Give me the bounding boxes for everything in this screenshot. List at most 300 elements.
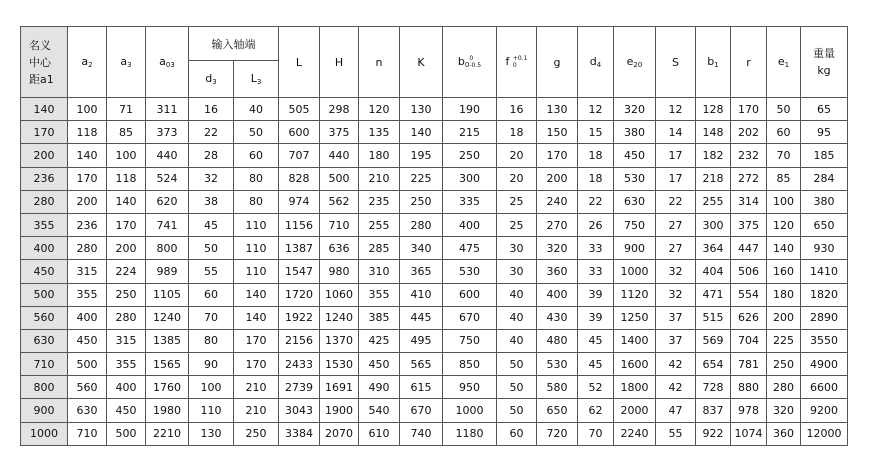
table-cell: 20 [497,167,537,190]
table-cell: 471 [696,283,731,306]
table-cell: 45 [578,353,614,376]
table-cell: 170 [234,329,279,352]
table-cell: 2070 [320,422,359,445]
header-col: H [320,27,359,98]
table-cell: 70 [767,144,801,167]
table-cell: 210 [234,399,279,422]
table-cell: 39 [578,306,614,329]
table-cell: 128 [696,98,731,121]
table-row [21,144,848,167]
table-cell: 37 [656,329,696,352]
header-col: K [400,27,443,98]
header-col: $d_4$ [578,27,614,98]
table-cell: 1800 [614,376,656,399]
table-cell: 52 [578,376,614,399]
table-cell: 80 [234,190,279,213]
table-cell: 4900 [801,353,848,376]
table-cell: 670 [443,306,497,329]
table-cell: 284 [801,167,848,190]
table-cell: 630 [614,190,656,213]
table-cell: 400 [443,213,497,236]
header-col: r [731,27,767,98]
table-cell: 800 [146,237,189,260]
nominal-center-distance-cell: 710 [21,353,68,376]
table-cell: 250 [400,190,443,213]
header-col: g [537,27,578,98]
table-cell: 32 [656,260,696,283]
table-cell: 3043 [279,399,320,422]
table-cell: 37 [656,306,696,329]
table-cell: 1074 [731,422,767,445]
header-line-1: 名义 [29,38,51,52]
table-cell: 445 [400,306,443,329]
table-cell: 1691 [320,376,359,399]
nominal-center-distance-cell: 280 [21,190,68,213]
table-row [21,306,848,329]
header-col: $e_1$ [767,27,801,98]
table-cell: 828 [279,167,320,190]
table-cell: 850 [443,353,497,376]
table-cell: 500 [320,167,359,190]
table-cell: 311 [146,98,189,121]
table-cell: 40 [497,329,537,352]
table-cell: 615 [400,376,443,399]
nominal-center-distance-cell: 900 [21,399,68,422]
table-cell: 1385 [146,329,189,352]
table-cell: 200 [68,190,107,213]
table-cell: 25 [497,213,537,236]
table-cell: 150 [537,121,578,144]
table-cell: 130 [537,98,578,121]
table-cell: 1240 [320,306,359,329]
table-cell: 40 [234,98,279,121]
table-cell: 2890 [801,306,848,329]
table-body [21,98,848,446]
table-cell: 385 [359,306,400,329]
table-cell: 2000 [614,399,656,422]
table-cell: 55 [189,260,234,283]
table-cell: 989 [146,260,189,283]
table-cell: 530 [443,260,497,283]
table-cell: 140 [107,190,146,213]
table-cell: 2240 [614,422,656,445]
table-cell: 135 [359,121,400,144]
table-cell: 475 [443,237,497,260]
table-cell: 50 [497,399,537,422]
table-cell: 750 [614,213,656,236]
table-row [21,422,848,445]
table-cell: 610 [359,422,400,445]
table-cell: 355 [68,283,107,306]
table-cell: 580 [537,376,578,399]
table-cell: 1387 [279,237,320,260]
header-col: $e_{20}$ [614,27,656,98]
table-cell: 335 [443,190,497,213]
table-cell: 85 [107,121,146,144]
table-cell: 120 [767,213,801,236]
table-cell: 170 [234,353,279,376]
header-nominal-center-distance [21,27,68,98]
header-col: L [279,27,320,98]
nominal-center-distance-cell: 500 [21,283,68,306]
table-cell: 47 [656,399,696,422]
table-cell: 280 [767,376,801,399]
table-cell: 130 [400,98,443,121]
table-cell: 140 [767,237,801,260]
table-cell: 500 [107,422,146,445]
header-input-shaft-end: 输入轴端 [189,27,279,61]
table-cell: 480 [537,329,578,352]
table-cell: 22 [656,190,696,213]
nominal-center-distance-cell: 400 [21,237,68,260]
table-cell: 355 [107,353,146,376]
table-cell: 18 [578,167,614,190]
table-cell: 1980 [146,399,189,422]
table-cell: 506 [731,260,767,283]
table-cell: 505 [279,98,320,121]
table-cell: 365 [400,260,443,283]
nominal-center-distance-cell: 630 [21,329,68,352]
table-cell: 315 [68,260,107,283]
table-cell: 554 [731,283,767,306]
table-cell: 373 [146,121,189,144]
table-cell: 425 [359,329,400,352]
table-cell: 182 [696,144,731,167]
table-cell: 364 [696,237,731,260]
header-col: $a_3$ [107,27,146,98]
table-cell: 100 [107,144,146,167]
table-cell: 630 [68,399,107,422]
nominal-center-distance-cell: 355 [21,213,68,236]
table-cell: 17 [656,144,696,167]
table-cell: 225 [767,329,801,352]
table-cell: 974 [279,190,320,213]
table-cell: 6600 [801,376,848,399]
table-cell: 410 [400,283,443,306]
table-cell: 524 [146,167,189,190]
table-cell: 500 [68,353,107,376]
table-cell: 80 [189,329,234,352]
table-cell: 170 [731,98,767,121]
table-cell: 930 [801,237,848,260]
table-cell: 22 [189,121,234,144]
table-cell: 185 [801,144,848,167]
table-cell: 39 [578,283,614,306]
table-cell: 1000 [443,399,497,422]
table-cell: 170 [68,167,107,190]
table-cell: 360 [767,422,801,445]
spec-table-wrapper [20,26,848,446]
table-cell: 1156 [279,213,320,236]
table-cell: 110 [234,237,279,260]
table-cell: 490 [359,376,400,399]
table-cell: 32 [189,167,234,190]
table-cell: 236 [68,213,107,236]
table-cell: 1180 [443,422,497,445]
table-cell: 540 [359,399,400,422]
table-cell: 50 [497,353,537,376]
table-cell: 27 [656,213,696,236]
header-col-f: f +0.1 0 [497,27,537,98]
table-row [21,353,848,376]
table-cell: 224 [107,260,146,283]
table-cell: 200 [537,167,578,190]
table-cell: 704 [731,329,767,352]
table-cell: 42 [656,376,696,399]
table-cell: 2433 [279,353,320,376]
table-cell: 355 [359,283,400,306]
table-cell: 170 [107,213,146,236]
table-cell: 45 [189,213,234,236]
table-cell: 450 [107,399,146,422]
table-row [21,167,848,190]
table-cell: 25 [497,190,537,213]
table-cell: 210 [234,376,279,399]
table-cell: 148 [696,121,731,144]
nominal-center-distance-cell: 170 [21,121,68,144]
table-cell: 100 [767,190,801,213]
table-cell: 600 [443,283,497,306]
table-cell: 320 [614,98,656,121]
table-cell: 22 [578,190,614,213]
table-row [21,213,848,236]
table-cell: 298 [320,98,359,121]
table-cell: 1370 [320,329,359,352]
table-cell: 310 [359,260,400,283]
table-cell: 1547 [279,260,320,283]
table-cell: 400 [68,306,107,329]
table-cell: 620 [146,190,189,213]
table-cell: 654 [696,353,731,376]
table-cell: 450 [68,329,107,352]
table-cell: 202 [731,121,767,144]
table-cell: 495 [400,329,443,352]
nominal-center-distance-cell: 236 [21,167,68,190]
table-cell: 45 [578,329,614,352]
table-cell: 250 [767,353,801,376]
table-cell: 980 [320,260,359,283]
table-cell: 15 [578,121,614,144]
nominal-center-distance-cell: 140 [21,98,68,121]
table-cell: 250 [107,283,146,306]
table-cell: 600 [279,121,320,144]
table-cell: 1565 [146,353,189,376]
table-cell: 60 [234,144,279,167]
table-cell: 1060 [320,283,359,306]
header-col: S [656,27,696,98]
table-cell: 900 [614,237,656,260]
table-cell: 14 [656,121,696,144]
table-cell: 140 [234,306,279,329]
table-cell: 118 [107,167,146,190]
table-cell: 375 [320,121,359,144]
nominal-center-distance-cell: 800 [21,376,68,399]
table-cell: 530 [614,167,656,190]
table-cell: 42 [656,353,696,376]
table-cell: 880 [731,376,767,399]
header-col: $b_1$ [696,27,731,98]
table-cell: 140 [68,144,107,167]
table-cell: 71 [107,98,146,121]
table-cell: 65 [801,98,848,121]
table-cell: 280 [68,237,107,260]
table-cell: 50 [767,98,801,121]
table-cell: 650 [801,213,848,236]
table-cell: 2156 [279,329,320,352]
nominal-center-distance-cell: 450 [21,260,68,283]
table-cell: 40 [497,306,537,329]
nominal-center-distance-cell: 560 [21,306,68,329]
table-cell: 650 [537,399,578,422]
table-cell: 515 [696,306,731,329]
table-cell: 1250 [614,306,656,329]
table-cell: 530 [537,353,578,376]
table-cell: 320 [537,237,578,260]
table-cell: 200 [767,306,801,329]
table-cell: 560 [68,376,107,399]
table-cell: 85 [767,167,801,190]
header-weight-unit: kg [817,64,831,77]
table-cell: 20 [497,144,537,167]
header-col: $a_{03}$ [146,27,189,98]
table-cell: 240 [537,190,578,213]
table-cell: 740 [400,422,443,445]
table-cell: 430 [537,306,578,329]
table-cell: 270 [537,213,578,236]
table-cell: 450 [614,144,656,167]
header-col: $a_2$ [68,27,107,98]
table-cell: 33 [578,237,614,260]
table-cell: 728 [696,376,731,399]
table-cell: 922 [696,422,731,445]
table-cell: 400 [107,376,146,399]
table-cell: 18 [578,144,614,167]
table-cell: 140 [400,121,443,144]
table-cell: 218 [696,167,731,190]
table-cell: 280 [107,306,146,329]
table-cell: 30 [497,260,537,283]
table-cell: 30 [497,237,537,260]
table-cell: 950 [443,376,497,399]
table-cell: 225 [400,167,443,190]
table-cell: 33 [578,260,614,283]
table-cell: 1410 [801,260,848,283]
table-cell: 707 [279,144,320,167]
table-cell: 60 [767,121,801,144]
table-cell: 40 [497,283,537,306]
header-col-d3: $d_3$ [189,61,234,98]
table-cell: 1820 [801,283,848,306]
table-cell: 130 [189,422,234,445]
table-cell: 62 [578,399,614,422]
table-cell: 100 [189,376,234,399]
table-cell: 180 [359,144,400,167]
table-cell: 110 [234,260,279,283]
table-cell: 670 [400,399,443,422]
table-cell: 710 [68,422,107,445]
table-cell: 118 [68,121,107,144]
table-cell: 120 [359,98,400,121]
table-cell: 55 [656,422,696,445]
table-cell: 340 [400,237,443,260]
header-weight [801,27,848,98]
table-cell: 70 [578,422,614,445]
table-cell: 60 [497,422,537,445]
table-row [21,399,848,422]
table-cell: 2739 [279,376,320,399]
table-cell: 2210 [146,422,189,445]
table-cell: 272 [731,167,767,190]
nominal-center-distance-cell: 1000 [21,422,68,445]
table-cell: 447 [731,237,767,260]
header-weight-label: 重量 [813,47,835,60]
table-cell: 232 [731,144,767,167]
table-cell: 300 [443,167,497,190]
table-cell: 375 [731,213,767,236]
table-row [21,121,848,144]
table-cell: 170 [537,144,578,167]
table-cell: 380 [614,121,656,144]
table-cell: 1760 [146,376,189,399]
table-cell: 3384 [279,422,320,445]
table-cell: 250 [443,144,497,167]
table-cell: 3550 [801,329,848,352]
table-cell: 315 [107,329,146,352]
table-cell: 235 [359,190,400,213]
header-line-3: 距a1 [29,72,54,86]
table-cell: 195 [400,144,443,167]
table-cell: 17 [656,167,696,190]
table-cell: 140 [234,283,279,306]
table-cell: 60 [189,283,234,306]
table-cell: 280 [400,213,443,236]
table-cell: 190 [443,98,497,121]
table-cell: 16 [189,98,234,121]
table-cell: 750 [443,329,497,352]
table-cell: 1922 [279,306,320,329]
table-cell: 314 [731,190,767,213]
table-cell: 562 [320,190,359,213]
table-cell: 50 [189,237,234,260]
header-col: n [359,27,400,98]
table-cell: 9200 [801,399,848,422]
table-cell: 215 [443,121,497,144]
table-cell: 837 [696,399,731,422]
table-row [21,98,848,121]
table-cell: 28 [189,144,234,167]
table-cell: 626 [731,306,767,329]
table-cell: 16 [497,98,537,121]
table-cell: 1240 [146,306,189,329]
header-col-L3: $L_3$ [234,61,279,98]
table-cell: 95 [801,121,848,144]
table-cell: 440 [320,144,359,167]
table-row [21,329,848,352]
table-cell: 710 [320,213,359,236]
table-cell: 400 [537,283,578,306]
table-row [21,237,848,260]
table-cell: 1720 [279,283,320,306]
table-row [21,376,848,399]
table-cell: 255 [359,213,400,236]
table-cell: 38 [189,190,234,213]
table-cell: 741 [146,213,189,236]
table-cell: 360 [537,260,578,283]
table-cell: 1530 [320,353,359,376]
table-cell: 1120 [614,283,656,306]
table-cell: 1600 [614,353,656,376]
table-cell: 110 [189,399,234,422]
